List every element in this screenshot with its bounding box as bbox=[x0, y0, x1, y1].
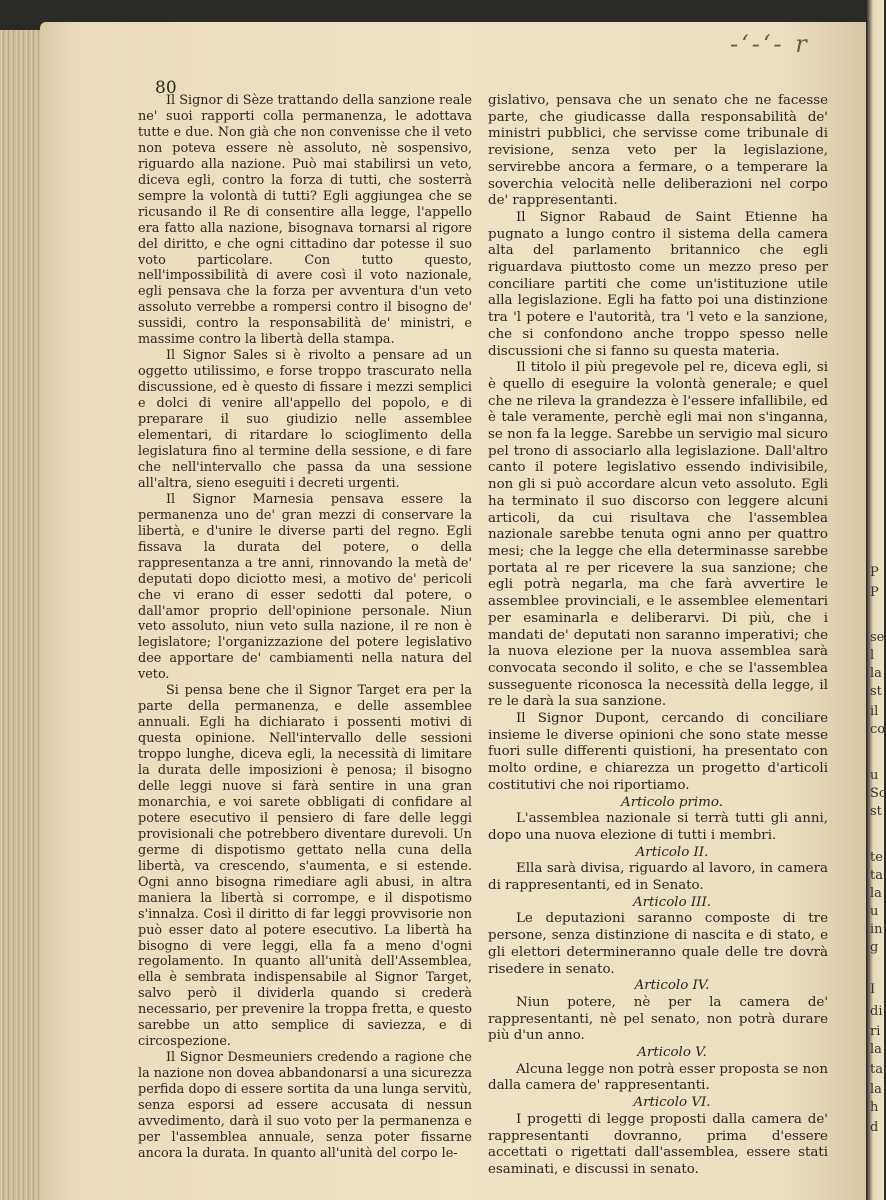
facing-page-letter: I bbox=[870, 982, 876, 997]
page-number: 80 bbox=[155, 78, 177, 98]
paragraph: Il Signor Sales si è rivolto a pensare ad un oggetto utilissimo, e forse troppo trascurato nella discussione, ed è questo di fissare i mezzi semplici e dolci di venire all'appello del popolo, e di preparare il suo giudizio nelle assemblee elementari, di ritardare lo scioglimento della legislatura fino al termine della sessione, e di fare che nell'intervallo che passa da una sessione all'altra, sieno eseguiti i decreti urgenti. bbox=[138, 348, 472, 491]
facing-page-letter: la bbox=[870, 1082, 882, 1097]
article-text: Niun potere, nè per la camera de' rappresentanti, nè pel senato, non potrà durare più d'un anno. bbox=[488, 994, 828, 1044]
facing-page-letter: st bbox=[870, 804, 882, 819]
facing-page-letter: h bbox=[870, 1100, 879, 1115]
facing-page-letter: l bbox=[870, 648, 875, 663]
facing-page-letter: il bbox=[870, 704, 879, 719]
paragraph: Il Signor Desmeuniers credendo a ragione che la nazione non dovea abbandonarsi a una sicurezza perfida dopo di essere sortita da una lunga servitù, senza esporsi ad essere accusata di nessun avvedimento, darà il suo voto per la permanenza e per l'assemblea annuale, senza poter fissarne ancora la durata. In quanto all'unità del corpo le- bbox=[138, 1050, 472, 1161]
facing-page-letter: ri bbox=[870, 1024, 881, 1039]
article-text: Alcuna legge non potrà esser proposta se non dalla camera de' rappresentanti. bbox=[488, 1061, 828, 1094]
paragraph: Il Signor Rabaud de Saint Etienne ha pugnato a lungo contro il sistema della camera alta del parlamento britannico che egli riguardava piuttosto come un mezzo preso per conciliare partiti che come un'istituzione utile alla legislazione. Egli ha fatto poi una distinzione tra 'l potere e l'autorità, tra 'l veto e la sanzione, che si confondono anche troppo spesso nelle discussioni che si fanno su questa materia. bbox=[488, 209, 828, 359]
left-column bbox=[138, 93, 472, 1162]
facing-page-letter: P bbox=[870, 585, 879, 600]
facing-page-letter: la bbox=[870, 1042, 882, 1057]
paragraph: Il Signor di Sèze trattando della sanzione reale ne' suoi rapporti colla permanenza, le adottava tutte e due. Non già che non convenisse che il veto non poteva essere nè assoluto, nè sospensivo, riguardo alla nazione. Può mai stabilirsi un veto, diceva egli, contro la forza di tutti, che sosterrà sempre la volontà di tutti? Egli aggiungea che se ricusando il Re di consentire alla legge, l'appello era fatto alla nazione, bisognava tornarsi al rigore del diritto, e che ogni cittadino dar potesse il suo voto particolare. Con tutto questo, nell'impossibilità di avere così il voto nazionale, egli pensava che la forza per avventura d'un veto assoluto verrebbe a rompersi contro il bisogno de' sussidi, contro la responsabilità de' ministri, e massime contro la libertà della stampa. bbox=[138, 93, 472, 348]
facing-page-letter: u bbox=[870, 768, 879, 783]
article-text: Ella sarà divisa, riguardo al lavoro, in camera di rappresentanti, ed in Senato. bbox=[488, 861, 828, 894]
facing-page-letter: st bbox=[870, 684, 882, 699]
facing-page-letter: te bbox=[870, 850, 883, 865]
right-column bbox=[488, 93, 828, 1179]
article-heading: Articolo primo. bbox=[621, 794, 723, 810]
paragraph: Si pensa bene che il Signor Target era per la parte della permanenza, e delle assemblee annuali. Egli ha dichiarato i possenti motivi di questa opinione. Nell'intervallo delle sessioni troppo lunghe, diceva egli, la necessità di limitare la durata delle imposizioni è penosa; il bisogno delle leggi nuove si farà sentire in una gran monarchia, e voi sarete obbligati di confidare al potere esecutivo il pensiero di fare delle leggi provisionali che potrebbero diventare durevoli. Un germe di dispotismo gettato nella cuna della libertà, va crescendo, s'aumenta, e si estende. Ogni anno bisogna rimediare agli abusi, in altra maniera la libertà si corrompe, e il dispotismo s'innalza. Così il diritto di far leggi provvisorie non può esser dato al potere esecutivo. La libertà ha bisogno di vere leggi, ella fa a meno d'ogni regolamento. In quanto all'unità dell'Assemblea, ella è sembrata indispensabile al Signor Target, salvo però il dividerla quando si crederà necessario, per prevenire la troppa fretta, e questo sarebbe un atto semplice di saviezza, e di circospezione. bbox=[138, 683, 472, 1050]
article-heading: Articolo V. bbox=[637, 1045, 707, 1061]
facing-page-letter: la bbox=[870, 666, 882, 681]
facing-page-letter: Sc bbox=[870, 786, 886, 801]
article-text: I progetti di legge proposti dalla camera de' rappresentanti dovranno, prima d'essere accettati o rigettati dall'assemblea, essere stati esaminati, e discussi in senato. bbox=[488, 1111, 828, 1177]
article-text: L'assemblea nazionale si terrà tutti gli anni, dopo una nuova elezione di tutti i membri. bbox=[488, 811, 828, 843]
facing-page-letter: u bbox=[870, 904, 879, 919]
article-text: Le deputazioni saranno composte di tre persone, senza distinzione di nascita e di stato, e gli elettori determineranno quale delle tre dovrà risedere in senato. bbox=[488, 911, 828, 977]
paragraph: Il Signor Dupont, cercando di conciliare insieme le diverse opinioni che sono state messe fuori sulle differenti quistioni, ha presentato con molto ordine, e chiarezza un progetto d'articoli costitutivi che noi riportiamo. bbox=[488, 711, 828, 793]
article-heading: Articolo IV. bbox=[634, 978, 710, 994]
facing-page-letter: d bbox=[870, 1120, 879, 1135]
article-heading: Articolo II. bbox=[635, 844, 709, 860]
paragraph: gislativo, pensava che un senato che ne facesse parte, che giudicasse dalla responsabilità de' ministri pubblici, che servisse come tribunale di revisione, senza veto per la legislazione, servirebbe ancora a fermare, o a temperare la soverchia velocità nelle deliberazioni nel corpo de' rappresentanti. bbox=[488, 93, 828, 209]
facing-page-letter: g bbox=[870, 940, 879, 955]
facing-page-letter: in bbox=[870, 922, 883, 937]
facing-page-letter: ta bbox=[870, 1062, 883, 1077]
facing-page-letter: co bbox=[870, 722, 886, 737]
facing-page-letter: P bbox=[870, 565, 879, 580]
paragraph: Il Signor Marnesia pensava essere la permanenza uno de' gran mezzi di conservare la libertà, e d'unire le diverse parti del regno. Egli fissava la durata del potere, o della rappresentanza a tre anni, rinnovando la metà de' deputati dopo diciotto mesi, a motivo de' pericoli che vi erano di esser sedotti dal potere, o dall'amor proprio dell'opinione personale. Niun veto assoluto, niun veto sulla nazione, il re non è legislatore; l'organizzazione del potere legislativo dee apportare de' cambiamenti nella natura del veto. bbox=[138, 491, 472, 683]
facing-page-letter: ta bbox=[870, 868, 883, 883]
article-heading: Articolo VI. bbox=[633, 1095, 711, 1111]
facing-page-letter: la bbox=[870, 886, 882, 901]
facing-page-letter: se bbox=[870, 630, 885, 645]
handwritten-mark: -ʻ-ʻ- r bbox=[730, 30, 810, 58]
paragraph: Il titolo il più pregevole pel re, diceva egli, si è quello di eseguire la volontà generale; e quel che ne rileva la grandezza è l'essere infallibile, ed è tale veramente, perchè egli mai non s'inganna, se non fa la legge. Sarebbe un servigio mal sicuro pel trono di associarlo alla legislazione. Dall'altro canto il potere legislativo essendo indivisibile, non gli si può accordare alcun veto assoluto. Egli ha terminato il suo discorso con leggere alcuni articoli, da cui risultava che l'assemblea nazionale sarebbe tenuta ogni anno per quattro mesi; che la legge che ella determinasse sarebbe portata al re per ricevere la sua sanzione; che egli potrà negarla, ma che farà avvertire le assemblee provinciali, e le assemblee elementari per esaminarla e deliberarvi. Di più, che i mandati de' deputati non saranno imperativi; che la nuova elezione per la nuova assemblea sarà convocata secondo il solito, e che se l'assemblea susseguente riconosca la necessità della legge, il re le darà la sua sanzione. bbox=[488, 360, 828, 710]
article-heading: Articolo III. bbox=[632, 894, 712, 910]
facing-page-letter: di bbox=[870, 1004, 883, 1019]
facing-page-edge bbox=[866, 0, 884, 1200]
